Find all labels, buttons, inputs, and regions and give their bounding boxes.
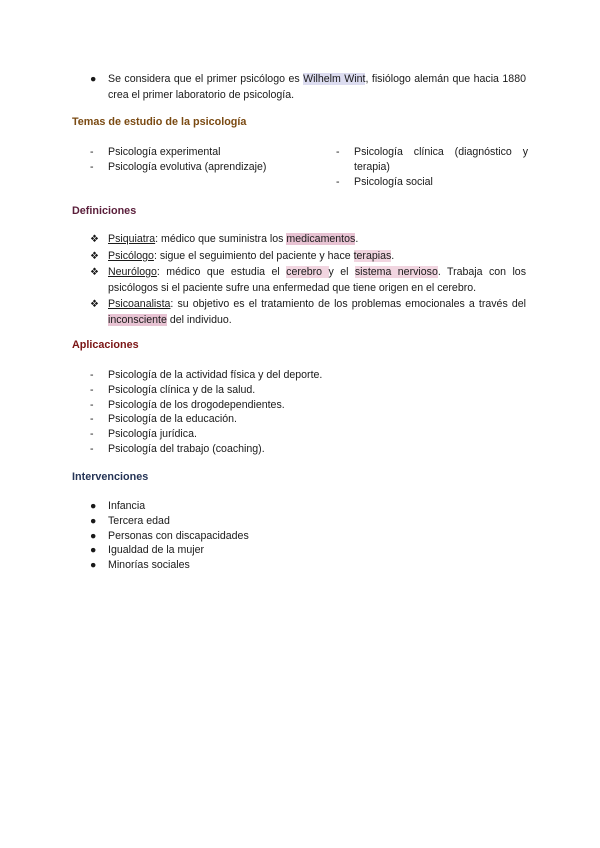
- dash-icon: -: [90, 398, 94, 411]
- intro-paragraph: [90, 71, 526, 103]
- dash-icon: -: [90, 369, 94, 381]
- aplicaciones-list: [90, 368, 490, 457]
- list-item: - Psicología de los drogodependientes.: [90, 398, 285, 411]
- dash-icon: -: [90, 383, 94, 396]
- list-item: ● Igualdad de la mujer: [90, 544, 204, 557]
- list-item: ❖ Neurólogo: médico que estudia el cerebro y el sistema nervioso. Trabaja con los psicólogos si el paciente sufre una enfermedad que tiene origen en el cerebro.: [90, 266, 526, 294]
- dash-icon: -: [90, 146, 94, 158]
- list-item: - Psicología del trabajo (coaching).: [90, 442, 265, 455]
- definiciones-list: [90, 232, 526, 329]
- term-psicoanalista: Psicoanalista: [108, 298, 171, 310]
- list-item: - Psicología clínica (diagnóstico y terapia): [336, 146, 528, 173]
- dash-icon: -: [90, 428, 94, 441]
- list-item: - Psicología de la actividad física y del deporte.: [90, 369, 323, 381]
- list-item: - Psicología clínica y de la salud.: [90, 383, 256, 396]
- dash-icon: -: [90, 442, 94, 455]
- heading-temas: Temas de estudio de la psicología: [72, 116, 247, 128]
- list-item: ❖ Psiquiatra: médico que suministra los medicamentos.: [90, 232, 526, 248]
- highlight-sistema-nervioso: sistema nervioso: [354, 266, 438, 278]
- list-item: - Psicología social: [336, 175, 433, 188]
- list-item: ● Personas con discapacidades: [90, 529, 249, 542]
- heading-intervenciones: Intervenciones: [72, 471, 149, 483]
- highlight-inconsciente: inconsciente: [108, 313, 167, 326]
- list-item: ❖ Psicoanalista: su objetivo es el tratamiento de los problemas emocionales a través del inconsciente del individuo.: [90, 298, 526, 326]
- list-item: ● Tercera edad: [90, 514, 170, 527]
- dash-icon: -: [90, 160, 94, 173]
- intervenciones-list: [90, 499, 390, 573]
- highlight-terapias: terapias: [353, 249, 392, 262]
- dash-icon: -: [336, 175, 340, 188]
- temas-list-left: [90, 145, 320, 175]
- term-psicologo: Psicólogo: [108, 249, 154, 262]
- term-psiquiatra: Psiquiatra: [108, 233, 156, 245]
- heading-aplicaciones: Aplicaciones: [72, 339, 139, 351]
- highlight-cerebro: cerebro: [286, 266, 329, 278]
- bullet-icon: ●: [90, 514, 97, 527]
- dash-icon: -: [336, 146, 340, 158]
- list-item: - Psicología evolutiva (aprendizaje): [90, 160, 267, 173]
- dash-icon: -: [90, 413, 94, 426]
- diamond-bullet-icon: ❖: [90, 234, 99, 245]
- highlight-wilhelm-wint: Wilhelm Wint: [303, 73, 366, 85]
- diamond-bullet-icon: ❖: [90, 250, 99, 262]
- heading-definiciones: Definiciones: [72, 205, 137, 217]
- bullet-icon: ●: [90, 73, 97, 85]
- bullet-icon: ●: [90, 544, 97, 557]
- bullet-icon: ●: [90, 500, 97, 512]
- list-item: ● Minorías sociales: [90, 559, 190, 572]
- bullet-icon: ●: [90, 559, 97, 572]
- term-neurologo: Neurólogo: [108, 266, 157, 278]
- highlight-medicamentos: medicamentos: [286, 233, 356, 245]
- diamond-bullet-icon: ❖: [90, 267, 99, 278]
- list-item: ● Infancia: [90, 500, 146, 512]
- intro-text: Se considera que el primer psicólogo es Wilhelm Wint, fisiólogo alemán que hacia 1880 crea el primer laboratorio de psicología.: [108, 73, 526, 101]
- diamond-bullet-icon: ❖: [90, 299, 99, 310]
- bullet-icon: ●: [90, 529, 97, 542]
- temas-list-right: [336, 145, 528, 189]
- list-item: - Psicología experimental: [90, 146, 221, 158]
- list-item: - Psicología jurídica.: [90, 428, 197, 441]
- list-item: ❖ Psicólogo: sigue el seguimiento del paciente y hace terapias.: [90, 249, 526, 265]
- list-item: - Psicología de la educación.: [90, 413, 237, 426]
